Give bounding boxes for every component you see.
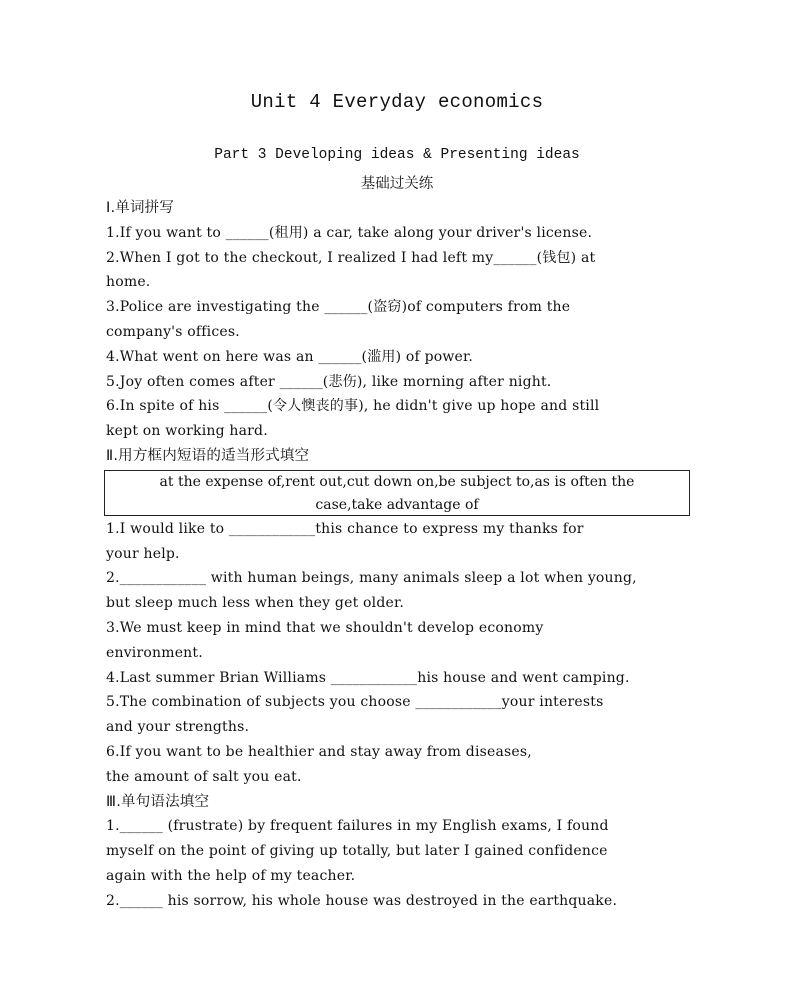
section-1-lines [106, 221, 696, 444]
part-title: Part 3 Developing ideas & Presenting ideas [214, 147, 580, 163]
exercise-line: environment. [106, 644, 203, 661]
exercise-line: 2.When I got to the checkout, I realized I had left my______(钱包) at [106, 249, 596, 266]
section-2-lines [106, 517, 696, 790]
exercise-line: but sleep much less when they get older. [106, 595, 405, 612]
exercise-line: 2.______ his sorrow, his whole house was destroyed in the earthquake. [106, 892, 618, 909]
exercise-line: 1.I would like to ____________this chance to express my thanks for [106, 520, 584, 537]
exercise-line: 6.In spite of his ______(令人懊丧的事), he didn't give up hope and still [106, 398, 600, 415]
exercise-line: 5.The combination of subjects you choose ____________your interests [106, 694, 604, 711]
section-3-lines [106, 814, 696, 913]
exercise-line: 1.______ (frustrate) by frequent failures in my English exams, I found [106, 818, 609, 835]
section-2-heading: Ⅱ.用方框内短语的适当形式填空 [106, 447, 310, 464]
exercise-line: 5.Joy often comes after ______(悲伤), like morning after night. [106, 373, 552, 390]
phrase-box [104, 470, 690, 516]
exercise-line: kept on working hard. [106, 423, 268, 440]
exercise-line: 6.If you want to be healthier and stay away from diseases, [106, 743, 532, 760]
section-3-heading: Ⅲ.单句语法填空 [106, 793, 210, 810]
exercise-line: home. [106, 274, 151, 291]
exercise-line: myself on the point of giving up totally, but later I gained confidence [106, 843, 608, 860]
exercise-line: 2.____________ with human beings, many animals sleep a lot when young, [106, 570, 637, 587]
exercise-line: again with the help of my teacher. [106, 867, 356, 884]
practice-heading: 基础过关练 [360, 176, 434, 192]
exercise-line: 4.What went on here was an ______(滥用) of power. [106, 348, 474, 365]
exercise-line: 4.Last summer Brian Williams ____________his house and went camping. [106, 669, 630, 686]
exercise-line: 3.We must keep in mind that we shouldn't develop economy [106, 619, 544, 636]
exercise-line: your help. [106, 545, 180, 562]
phrase-box-line: case,take advantage of [315, 496, 479, 513]
exercise-line: 3.Police are investigating the ______(盗窃)of computers from the [106, 299, 571, 316]
phrase-box-line: at the expense of,rent out,cut down on,be subject to,as is often the [159, 473, 635, 490]
unit-title: Unit 4 Everyday economics [250, 91, 544, 113]
section-1-heading: Ⅰ.单词拼写 [106, 200, 175, 216]
exercise-line: company's offices. [106, 323, 240, 340]
exercise-line: and your strengths. [106, 719, 250, 736]
exercise-content [106, 196, 696, 914]
exercise-line: the amount of salt you eat. [106, 768, 302, 785]
exercise-line: 1.If you want to ______(租用) a car, take along your driver's license. [106, 224, 593, 241]
